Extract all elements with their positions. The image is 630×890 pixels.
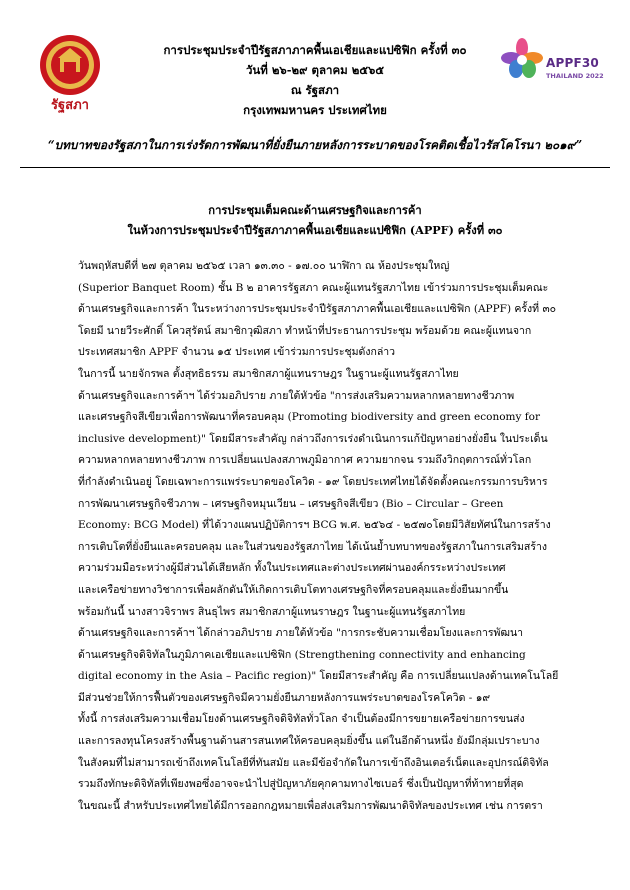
body-line: ในสังคมที่ไม่สามารถเข้าถึงเทคโนโลยีที่ทันสมัย และมีข้อจำกัดในการเข้าถึงอินเตอร์เน็ตและอุปกรณ์ดิจิทัล (78, 756, 549, 769)
body-line: inclusive development)" โดยมีสาระสำคัญ กล่าวถึงการเร่งดำเนินการแก้ปัญหาอย่างยั่งยืน ในประเด็น (78, 432, 548, 445)
body-line: ที่กำลังดำเนินอยู่ โดยเฉพาะการแพร่ระบาดของโควิด - ๑๙ โดยประเทศไทยได้จัดตั้งคณะกรรมการบริหาร (78, 475, 548, 488)
document-title (20, 200, 610, 240)
body-line: ในขณะนี้ สำหรับประเทศไทยได้มีการออกกฎหมายเพื่อส่งเสริมการพัฒนาดิจิทัลของประเทศ เช่น การตรา (78, 799, 543, 812)
header-line-4: กรุงเทพมหานคร ประเทศไทย (243, 103, 387, 117)
title-line-2: ในห้วงการประชุมประจำปีรัฐสภาภาคพื้นเอเชียและแปซิฟิก (APPF) ครั้งที่ ๓๐ (127, 223, 503, 237)
body-line: พร้อมกันนี้ นางสาวจิราพร สินธุไพร สมาชิกสภาผู้แทนราษฎร ในฐานะผู้แทนรัฐสภาไทย (78, 605, 466, 618)
title-line-1: การประชุมเต็มคณะด้านเศรษฐกิจและการค้า (208, 203, 422, 217)
header-line-3: ณ รัฐสภา (290, 83, 340, 97)
parliament-seal-icon (20, 34, 120, 96)
appf-logo-subtext: THAILAND 2022 (546, 72, 604, 80)
body-text (78, 256, 598, 817)
body-line: วันพฤหัสบดีที่ ๒๗ ตุลาคม ๒๕๖๕ เวลา ๑๓.๓๐ - ๑๗.๐๐ นาฬิกา ณ ห้องประชุมใหญ่ (78, 260, 450, 272)
body-line: ด้านเศรษฐกิจและการค้า ในระหว่างการประชุมประจำปีรัฐสภาภาคพื้นเอเชียและแปซิฟิก (APPF) ครั้งที่ ๓๐ (78, 303, 557, 316)
body-line: ความหลากหลายทางชีวภาพ การเปลี่ยนแปลงสภาพภูมิอากาศ ความยากจน รวมถึงวิกฤตการณ์ทั่วโลก (78, 454, 532, 467)
parliament-emblem (20, 34, 120, 134)
body-line: ด้านเศรษฐกิจและการค้าฯ ได้ร่วมอภิปราย ภายใต้หัวข้อ "การส่งเสริมความหลากหลายทางชีวภาพ (78, 389, 515, 402)
header-line-1: การประชุมประจำปีรัฐสภาภาคพื้นเอเชียและแปซิฟิก ครั้งที่ ๓๐ (163, 43, 467, 57)
body-line: มีส่วนช่วยให้การฟื้นตัวของเศรษฐกิจมีความยั่งยืนภายหลังการแพร่ระบาดของโรคโควิด - ๑๙ (78, 691, 491, 704)
body-line: และการลงทุนโครงสร้างพื้นฐานด้านสารสนเทศให้ครอบคลุมยิ่งขึ้น แต่ในอีกด้านหนึ่ง ยังมีกลุ่มเปราะบาง (78, 735, 540, 748)
body-line: Economy: BCG Model) ที่ได้วางแผนปฏิบัติการฯ BCG พ.ศ. ๒๕๖๔ - ๒๕๗๐โดยมีวิสัยทัศน์ในการสร้าง (78, 519, 551, 532)
body-line: digital economy in the Asia – Pacific region)" โดยมีสาระสำคัญ คือ การเปลี่ยนแปลงด้านเทคโนโลยี (78, 670, 559, 683)
body-line: ประเทศสมาชิก APPF จำนวน ๑๕ ประเทศ เข้าร่วมการประชุมดังกล่าว (78, 346, 396, 359)
body-line: ด้านเศรษฐกิจและการค้าฯ ได้กล่าวอภิปราย ภายใต้หัวข้อ "การกระชับความเชื่อมโยงและการพัฒนา (78, 627, 524, 640)
body-line: และเศรษฐกิจสีเขียวเพื่อการพัฒนาที่ครอบคลุม (Promoting biodiversity and green economy for (78, 411, 541, 424)
body-line: และเครือข่ายทางวิชาการเพื่อผลักดันให้เกิดการเติบโตทางเศรษฐกิจที่ครอบคลุมและยั่งยืนมากขึ้น (78, 583, 509, 596)
body-line: ทั้งนี้ การส่งเสริมความเชื่อมโยงด้านเศรษฐกิจดิจิทัลทั่วโลก จำเป็นต้องมีการขยายเครือข่ายการขนส่ง (78, 713, 525, 726)
appf-logo (500, 34, 604, 104)
body-line: การพัฒนาเศรษฐกิจชีวภาพ – เศรษฐกิจหมุนเวียน – เศรษฐกิจสีเขียว (Bio – Circular – Green (78, 497, 504, 510)
body-line: ในการนี้ นายจักรพล ตั้งสุทธิธรรม สมาชิกสภาผู้แทนราษฎร ในฐานะผู้แทนรัฐสภาไทย (78, 367, 459, 380)
appf-logo-text: APPF30 (546, 56, 599, 70)
header-line-2: วันที่ ๒๖-๒๙ ตุลาคม ๒๕๖๕ (245, 63, 385, 77)
body-line: ด้านเศรษฐกิจดิจิทัลในภูมิภาคเอเชียและแปซิฟิก (Strengthening connectivity and enhancing (78, 648, 526, 661)
body-line: โดยมี นายวีระศักดิ์ โควสุรัตน์ สมาชิกวุฒิสภา ทำหน้าที่ประธานการประชุม พร้อมด้วย คณะผู้แทนจาก (78, 324, 532, 337)
meeting-header (120, 40, 510, 120)
body-line: รวมถึงทักษะดิจิทัลที่เพียงพอซึ่งอาจจะนำไปสู่ปัญหาภัยคุกคามทางไซเบอร์ ซึ่งเป็นปัญหาที่ท้าทายที่สุด (78, 778, 524, 791)
meeting-theme: “บทบาทของรัฐสภาในการเร่งรัดการพัฒนาที่ยั่งยืนภายหลังการระบาดของโรคติดเชื้อไวรัสโคโรนา ๒๐๑๙” (47, 138, 583, 152)
body-line: (Superior Banquet Room) ชั้น B ๒ อาคารรัฐสภา คณะผู้แทนรัฐสภาไทย เข้าร่วมการประชุมเต็มคณะ (78, 281, 549, 294)
emblem-caption: รัฐสภา (51, 98, 89, 113)
body-line: การเติบโตที่ยั่งยืนและครอบคลุม และในส่วนของรัฐสภาไทย ได้เน้นย้ำบทบาทของรัฐสภาในการเสริมสร้าง (78, 540, 547, 553)
body-line: ความร่วมมือระหว่างผู้มีส่วนได้เสียหลัก ทั้งในประเทศและต่างประเทศผ่านองค์กรระหว่างประเทศ (78, 562, 506, 575)
divider (20, 167, 610, 168)
